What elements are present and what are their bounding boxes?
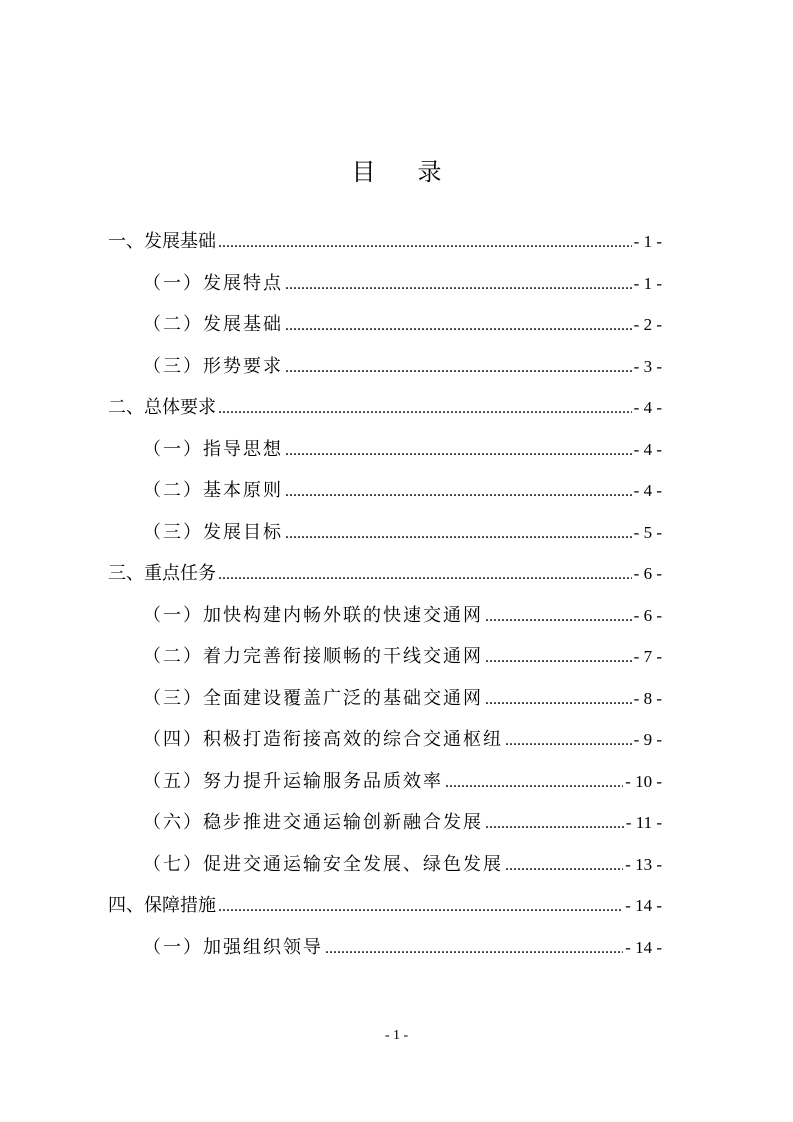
toc-entry-page: - 13 - bbox=[625, 854, 662, 874]
toc-dot-leader bbox=[485, 608, 632, 626]
toc-entry-subsection[interactable] bbox=[143, 933, 662, 969]
toc-entry-page: - 5 - bbox=[633, 522, 662, 542]
toc-entry-section-4[interactable] bbox=[108, 891, 662, 927]
toc-entry-label: 一、发展基础 bbox=[108, 231, 216, 252]
page-title bbox=[0, 152, 793, 187]
toc-dot-leader bbox=[285, 483, 632, 501]
toc-dot-leader bbox=[505, 857, 623, 875]
toc-dot-leader bbox=[485, 815, 624, 833]
toc-entry-label: （一）加强组织领导 bbox=[143, 936, 323, 958]
toc-entry-subsection[interactable] bbox=[143, 352, 662, 388]
toc-dot-leader bbox=[218, 566, 632, 584]
toc-dot-leader bbox=[285, 525, 632, 543]
toc-entry-label: （七）促进交通运输安全发展、绿色发展 bbox=[143, 853, 503, 875]
toc-entry-page: - 10 - bbox=[625, 771, 662, 791]
toc-dot-leader bbox=[285, 276, 632, 294]
toc-entry-page: - 4 - bbox=[633, 481, 662, 500]
toc-entry-subsection[interactable] bbox=[143, 808, 662, 844]
toc-entry-subsection[interactable] bbox=[143, 601, 662, 637]
toc-entry-label: （二）着力完善衔接顺畅的干线交通网 bbox=[143, 646, 483, 667]
toc-dot-leader bbox=[325, 940, 623, 958]
toc-entry-subsection[interactable] bbox=[143, 435, 662, 471]
toc-entry-page: - 9 - bbox=[633, 730, 662, 749]
toc-entry-page: - 1 - bbox=[633, 232, 662, 251]
toc-entry-subsection[interactable] bbox=[143, 518, 662, 554]
toc-entry-label: 二、总体要求 bbox=[108, 397, 216, 418]
title-char-1: 目 bbox=[351, 158, 376, 186]
toc-dot-leader bbox=[505, 732, 632, 750]
toc-entry-subsection[interactable] bbox=[143, 725, 662, 761]
toc-entry-page: - 14 - bbox=[625, 896, 662, 915]
toc-entry-label: （一）指导思想 bbox=[143, 438, 283, 460]
toc-entry-label: （一）发展特点 bbox=[143, 272, 283, 294]
toc-entry-page: - 2 - bbox=[633, 315, 662, 334]
toc-entry-page: - 11 - bbox=[625, 813, 662, 832]
toc-entry-page: - 6 - bbox=[633, 605, 662, 625]
toc-entry-label: （三）形势要求 bbox=[143, 355, 283, 377]
toc-entry-page: - 14 - bbox=[625, 937, 662, 957]
toc-dot-leader bbox=[285, 317, 632, 335]
toc-entry-subsection[interactable] bbox=[143, 684, 662, 720]
toc-entry-label: （三）发展目标 bbox=[143, 521, 283, 543]
toc-entry-label: （二）发展基础 bbox=[143, 314, 283, 335]
toc-entry-page: - 1 - bbox=[633, 273, 662, 293]
toc-dot-leader bbox=[218, 234, 632, 252]
toc-entry-label: （四）积极打造衔接高效的综合交通枢纽 bbox=[143, 729, 503, 750]
toc-dot-leader bbox=[218, 898, 623, 916]
toc-entry-label: 三、重点任务 bbox=[108, 563, 216, 584]
toc-entry-section-1[interactable] bbox=[108, 227, 662, 263]
toc-entry-page: - 8 - bbox=[633, 688, 662, 708]
toc-entry-label: （二）基本原则 bbox=[143, 480, 283, 501]
toc-entry-subsection[interactable] bbox=[143, 310, 662, 346]
toc-entry-label: （五）努力提升运输服务品质效率 bbox=[143, 770, 443, 792]
toc-entry-page: - 4 - bbox=[633, 398, 662, 417]
toc-entry-subsection[interactable] bbox=[143, 767, 662, 803]
toc-entry-page: - 3 - bbox=[633, 356, 662, 376]
toc-entry-subsection[interactable] bbox=[143, 642, 662, 678]
toc-dot-leader bbox=[285, 442, 632, 460]
toc-dot-leader bbox=[485, 649, 632, 667]
page-number-footer: - 1 - bbox=[384, 1028, 409, 1043]
toc-entry-label: （一）加快构建内畅外联的快速交通网 bbox=[143, 604, 483, 626]
toc-dot-leader bbox=[445, 774, 623, 792]
toc-dot-leader bbox=[285, 359, 632, 377]
toc-entry-label: （三）全面建设覆盖广泛的基础交通网 bbox=[143, 687, 483, 709]
toc-entry-page: - 7 - bbox=[633, 647, 662, 666]
toc-entry-subsection[interactable] bbox=[143, 476, 662, 512]
toc-entry-section-3[interactable] bbox=[108, 559, 662, 595]
toc-entry-page: - 6 - bbox=[633, 564, 662, 583]
toc-entry-subsection[interactable] bbox=[143, 850, 662, 886]
toc-entry-page: - 4 - bbox=[633, 439, 662, 459]
title-char-2: 录 bbox=[417, 158, 442, 186]
toc-entry-section-2[interactable] bbox=[108, 393, 662, 429]
toc-entry-label: （六）稳步推进交通运输创新融合发展 bbox=[143, 812, 483, 833]
toc-dot-leader bbox=[218, 400, 632, 418]
toc-dot-leader bbox=[485, 691, 632, 709]
toc-entry-label: 四、保障措施 bbox=[108, 895, 216, 916]
toc-entry-subsection[interactable] bbox=[143, 269, 662, 305]
